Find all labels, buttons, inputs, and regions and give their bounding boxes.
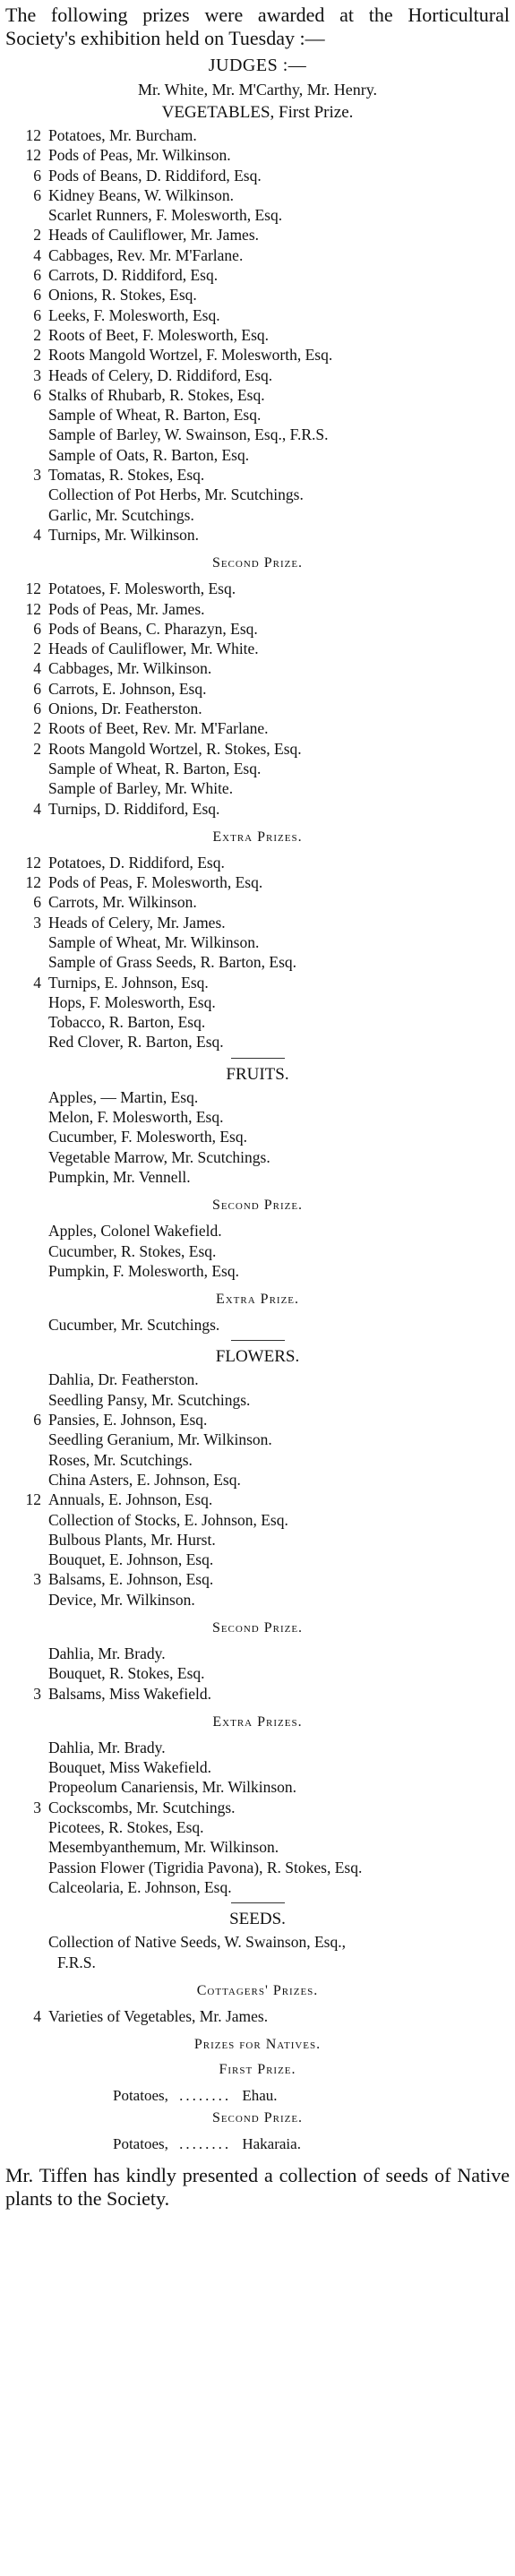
prize-entry-count <box>5 1221 48 1241</box>
prize-entry-count: 3 <box>33 365 41 384</box>
prize-entry <box>5 305 510 325</box>
prize-entry <box>5 405 510 425</box>
prize-entry-text: Pumpkin, Mr. Vennell. <box>48 1167 191 1186</box>
prize-entry-text: Device, Mr. Wilkinson. <box>48 1590 195 1609</box>
prize-entry-text: Hops, F. Molesworth, Esq. <box>48 992 216 1011</box>
prize-entry <box>5 1798 510 1817</box>
prize-entry <box>5 1410 510 1430</box>
prize-entry-count <box>5 1261 48 1281</box>
prize-entry-text: Annuals, E. Johnson, Esq. <box>48 1490 213 1509</box>
natives-first-name: Ehau. <box>242 2087 278 2105</box>
prize-entry <box>5 599 510 619</box>
natives-first-item: Potatoes, <box>113 2087 168 2105</box>
prize-entry <box>5 205 510 225</box>
prize-entry-text: Cucumber, R. Stokes, Esq. <box>48 1241 217 1260</box>
prize-entry-count: 6 <box>33 893 41 912</box>
prize-entry <box>5 1450 510 1470</box>
prize-entry-text: Potatoes, F. Molesworth, Esq. <box>48 580 236 598</box>
prize-entry-count <box>5 1127 48 1146</box>
prize-entry-count: 6 <box>33 286 41 305</box>
prize-entry <box>5 639 510 658</box>
flowers-second-prize-list <box>5 1644 510 1704</box>
prize-entry <box>5 125 510 145</box>
prize-entry <box>5 166 510 185</box>
prize-entry-count: 3 <box>33 466 41 485</box>
prize-entry-text: Collection of Pot Herbs, Mr. Scutchings. <box>48 485 304 504</box>
prize-entry <box>5 658 510 678</box>
prize-entry <box>5 505 510 525</box>
prize-entry <box>5 778 510 798</box>
prize-entry-text: Cucumber, F. Molesworth, Esq. <box>48 1128 247 1146</box>
prize-entry-count <box>5 1167 48 1187</box>
prize-entry-count <box>5 1087 48 1107</box>
prize-entry-count: 3 <box>33 1798 41 1816</box>
prize-entry-count: 2 <box>33 739 41 758</box>
prize-entry-count <box>5 1550 48 1569</box>
natives-second-heading: Second Prize. <box>211 2110 304 2126</box>
fruits-second-prize-list <box>5 1221 510 1281</box>
vegetables-heading: VEGETABLES, First Prize. <box>161 103 354 122</box>
prize-entry-count: 4 <box>33 799 41 818</box>
prize-entry <box>5 1470 510 1490</box>
prize-entry-count: 12 <box>25 126 41 144</box>
prize-entry-text: Onions, R. Stokes, Esq. <box>48 286 197 305</box>
prize-entry-text: Roots Mangold Wortzel, F. Molesworth, Esq. <box>48 346 333 365</box>
prize-entry-text: Pods of Peas, Mr. James. <box>48 599 205 618</box>
prize-entry-text: Picotees, R. Stokes, Esq. <box>48 1818 204 1837</box>
cottagers-heading: Cottagers' Prizes. <box>196 1982 319 1998</box>
prize-entry-text: Seedling Pansy, Mr. Scutchings. <box>48 1390 251 1409</box>
prize-entry <box>5 1107 510 1127</box>
prize-entry-count <box>5 1315 48 1335</box>
prize-entry-text: Cockscombs, Mr. Scutchings. <box>48 1798 236 1816</box>
prize-entry-count: 4 <box>33 973 41 992</box>
prize-entry-text: Heads of Cauliflower, Mr. James. <box>48 226 260 245</box>
fruits-first-prize-list <box>5 1087 510 1187</box>
prize-entry-count <box>5 1470 48 1490</box>
prize-entry-text: Pods of Beans, D. Riddiford, Esq. <box>48 166 262 185</box>
prize-entry-count: 2 <box>33 325 41 344</box>
prize-entry-text: Dahlia, Mr. Brady. <box>48 1738 166 1756</box>
prize-entry-count <box>5 1738 48 1757</box>
prize-entry <box>5 1663 510 1683</box>
prize-entry-count: 6 <box>33 700 41 718</box>
prize-entry <box>5 225 510 245</box>
prize-entry-count <box>5 1837 48 1857</box>
prize-entry-count: 3 <box>33 1684 41 1703</box>
natives-first-entry <box>5 2085 510 2107</box>
prize-entry-count <box>5 445 48 465</box>
prize-entry-count <box>5 205 48 225</box>
prize-entry-count: 2 <box>33 640 41 658</box>
prize-entry-count: 2 <box>33 719 41 738</box>
prize-entry <box>5 245 510 265</box>
prize-entry-count <box>5 1817 48 1837</box>
prize-entry-count <box>5 1510 48 1530</box>
prize-entry-text: Heads of Celery, Mr. James. <box>48 913 226 932</box>
prize-entry-count: 2 <box>33 226 41 245</box>
prize-entry <box>5 932 510 952</box>
prize-entry <box>5 1430 510 1449</box>
seeds-entry-text: Collection of Native Seeds, W. Swainson, Esq., <box>48 1933 346 1952</box>
prize-entry <box>5 185 510 205</box>
prize-entry-count <box>5 405 48 425</box>
prize-entry <box>5 1241 510 1261</box>
fruits-heading: FRUITS. <box>226 1064 289 1084</box>
prize-entry-text: Turnips, Mr. Wilkinson. <box>48 525 200 544</box>
cottagers-entry-text: Varieties of Vegetables, Mr. James. <box>48 2006 269 2025</box>
prize-entry-count: 6 <box>33 679 41 698</box>
prize-entry-text: Heads of Celery, D. Riddiford, Esq. <box>48 365 273 384</box>
prize-entry <box>5 1221 510 1241</box>
prize-entry-count: 12 <box>25 1490 41 1509</box>
natives-second-dots: ........ <box>179 2135 232 2153</box>
prize-entry <box>5 1032 510 1052</box>
natives-second-entry <box>5 2134 510 2155</box>
prize-entry-text: Heads of Cauliflower, Mr. White. <box>48 640 259 658</box>
prize-entry-count: 6 <box>33 619 41 638</box>
flowers-second-heading: Second Prize. <box>211 1620 304 1636</box>
prize-entry-text: Sample of Barley, Mr. White. <box>48 779 234 798</box>
prize-entry-count <box>5 932 48 952</box>
prize-entry <box>5 1877 510 1897</box>
prize-entry-text: Stalks of Rhubarb, R. Stokes, Esq. <box>48 385 265 404</box>
prize-entry <box>5 799 510 819</box>
prize-entry-text: Cabbages, Rev. Mr. M'Farlane. <box>48 245 244 264</box>
prize-entry-text: Propeolum Canariensis, Mr. Wilkinson. <box>48 1778 297 1797</box>
prize-entry <box>5 739 510 759</box>
prize-entry-count <box>5 1777 48 1797</box>
prize-entry-count: 4 <box>33 659 41 678</box>
prize-entry-count <box>5 505 48 525</box>
prize-entry-text: Turnips, D. Riddiford, Esq. <box>48 799 220 818</box>
prize-entry <box>5 1147 510 1167</box>
prize-entry-count: 12 <box>25 873 41 892</box>
prize-entry-count <box>5 1877 48 1897</box>
prize-entry <box>5 1858 510 1877</box>
prize-entry-count: 6 <box>33 305 41 324</box>
prize-entry-text: Tobacco, R. Barton, Esq. <box>48 1013 206 1032</box>
prize-entry-text: Melon, F. Molesworth, Esq. <box>48 1108 224 1127</box>
prize-entry-text: Pumpkin, F. Molesworth, Esq. <box>48 1261 239 1280</box>
prize-entry <box>5 445 510 465</box>
prize-entry <box>5 992 510 1012</box>
prize-entry-count <box>5 1390 48 1410</box>
prize-entry <box>5 619 510 639</box>
prize-entry <box>5 913 510 932</box>
prize-entry <box>5 385 510 405</box>
prize-entry-count <box>5 1530 48 1550</box>
prize-entry-count <box>5 1644 48 1663</box>
prize-entry-count: 6 <box>33 1411 41 1430</box>
prize-entry <box>5 1590 510 1610</box>
prize-entry <box>5 1315 510 1335</box>
prize-entry-text: Pods of Peas, Mr. Wilkinson. <box>48 146 231 165</box>
closing-paragraph: Mr. Tiffen has kindly presented a collection of seeds of Native plants to the Society. <box>5 2164 510 2211</box>
prize-entry <box>5 365 510 385</box>
prize-entry <box>5 1684 510 1704</box>
prize-entry-text: Roots of Beet, F. Molesworth, Esq. <box>48 325 270 344</box>
natives-second-item: Potatoes, <box>113 2135 168 2153</box>
prize-entry <box>5 285 510 305</box>
natives-second-name: Hakaraia. <box>242 2135 301 2153</box>
prize-entry <box>5 1757 510 1777</box>
prize-entry-text: Mesembyanthemum, Mr. Wilkinson. <box>48 1838 279 1857</box>
prize-entry-text: China Asters, E. Johnson, Esq. <box>48 1470 241 1489</box>
prize-entry-count <box>5 1032 48 1052</box>
prize-entry-text: Dahlia, Mr. Brady. <box>48 1644 166 1662</box>
prize-entry <box>5 1167 510 1187</box>
prize-entry-text: Sample of Wheat, R. Barton, Esq. <box>48 406 262 425</box>
prize-entry-text: Carrots, D. Riddiford, Esq. <box>48 266 219 285</box>
prize-entry-text: Cabbages, Mr. Wilkinson. <box>48 659 212 678</box>
prize-entry-text: Red Clover, R. Barton, Esq. <box>48 1033 224 1052</box>
prize-entry <box>5 1550 510 1569</box>
prize-entry <box>5 679 510 699</box>
prize-entry-count: 12 <box>25 853 41 872</box>
prize-entry <box>5 1390 510 1410</box>
prize-entry-count: 12 <box>25 580 41 598</box>
prize-entry-text: Pods of Peas, F. Molesworth, Esq. <box>48 873 263 892</box>
prize-entry <box>5 872 510 892</box>
prize-entry-text: Tomatas, R. Stokes, Esq. <box>48 466 205 485</box>
prize-entry-text: Potatoes, Mr. Burcham. <box>48 126 197 144</box>
prize-entry-text: Leeks, F. Molesworth, Esq. <box>48 305 220 324</box>
prize-entry-text: Scarlet Runners, F. Molesworth, Esq. <box>48 206 283 225</box>
fruits-extra-prize-list <box>5 1315 510 1335</box>
prize-entry-count: 2 <box>33 346 41 365</box>
vegetables-second-prize-list <box>5 579 510 819</box>
prize-entry-count: 6 <box>33 266 41 285</box>
prize-entry <box>5 1087 510 1107</box>
seeds-entry <box>5 1932 510 1952</box>
prize-entry-text: Passion Flower (Tigridia Pavona), R. Stokes, Esq. <box>48 1858 363 1876</box>
prize-entry-count <box>5 1757 48 1777</box>
prize-entry-text: Dahlia, Dr. Featherston. <box>48 1370 199 1389</box>
prize-entry-text: Sample of Barley, W. Swainson, Esq., F.R.S. <box>48 425 329 444</box>
prize-entry <box>5 425 510 444</box>
prize-entry-text: Balsams, E. Johnson, Esq. <box>48 1570 214 1589</box>
flowers-first-prize-list <box>5 1370 510 1610</box>
prize-entry-count <box>5 485 48 504</box>
prize-entry <box>5 1837 510 1857</box>
judges-names: Mr. White, Mr. M'Carthy, Mr. Henry. <box>137 81 378 99</box>
prize-entry-text: Roots of Beet, Rev. Mr. M'Farlane. <box>48 719 269 738</box>
prize-entry-count <box>5 952 48 972</box>
prize-entry-text: Bouquet, E. Johnson, Esq. <box>48 1550 214 1569</box>
prize-entry-text: Garlic, Mr. Scutchings. <box>48 505 194 524</box>
vegetables-first-prize-list <box>5 125 510 545</box>
prize-entry-text: Turnips, E. Johnson, Esq. <box>48 973 209 992</box>
prize-entry-count <box>5 1450 48 1470</box>
prize-entry <box>5 145 510 165</box>
vegetables-second-heading: Second Prize. <box>211 555 304 571</box>
prize-entry-text: Roses, Mr. Scutchings. <box>48 1450 193 1469</box>
prize-entry-count <box>5 1858 48 1877</box>
prize-entry <box>5 1738 510 1757</box>
prize-entry-text: Pansies, E. Johnson, Esq. <box>48 1411 208 1430</box>
prize-entry-count <box>5 1590 48 1610</box>
seeds-heading: SEEDS. <box>229 1910 286 1929</box>
prize-entry <box>5 1817 510 1837</box>
prize-entry-text: Balsams, Miss Wakefield. <box>48 1684 211 1703</box>
flowers-extra-heading: Extra Prizes. <box>212 1713 303 1730</box>
prize-entry-text: Kidney Beans, W. Wilkinson. <box>48 185 235 204</box>
prize-entry-text: Bulbous Plants, Mr. Hurst. <box>48 1530 216 1549</box>
prize-entry-text: Vegetable Marrow, Mr. Scutchings. <box>48 1147 270 1166</box>
section-divider <box>231 1340 285 1341</box>
prize-entry-count <box>5 778 48 798</box>
vegetables-extra-heading: Extra Prizes. <box>212 829 303 845</box>
prize-entry <box>5 973 510 992</box>
section-divider <box>231 1058 285 1059</box>
prize-entry <box>5 892 510 912</box>
prize-entry-count <box>5 992 48 1012</box>
prize-entry <box>5 1530 510 1550</box>
prize-entry-count: 6 <box>33 385 41 404</box>
prize-entry-count: 4 <box>33 525 41 544</box>
prize-entry <box>5 1261 510 1281</box>
prize-entry-count <box>5 1241 48 1261</box>
prize-entry-text: Sample of Wheat, Mr. Wilkinson. <box>48 932 260 951</box>
prize-entry-count <box>5 1370 48 1389</box>
prize-entry-text: Sample of Grass Seeds, R. Barton, Esq. <box>48 953 297 972</box>
prize-entry-text: Sample of Oats, R. Barton, Esq. <box>48 445 250 464</box>
prize-entry-text: Sample of Wheat, R. Barton, Esq. <box>48 759 262 777</box>
prize-entry-count: 3 <box>33 1570 41 1589</box>
prize-entry-text: Seedling Geranium, Mr. Wilkinson. <box>48 1430 272 1449</box>
vegetables-extra-prize-list <box>5 853 510 1052</box>
prize-entry-count <box>5 425 48 444</box>
prize-entry <box>5 1127 510 1146</box>
prize-entry-text: Pods of Beans, C. Pharazyn, Esq. <box>48 619 258 638</box>
cottagers-entry-count: 4 <box>33 2006 41 2025</box>
prize-entry <box>5 1777 510 1797</box>
prize-entry-count: 12 <box>25 599 41 618</box>
prize-entry-text: Bouquet, R. Stokes, Esq. <box>48 1664 205 1683</box>
prize-entry-text: Apples, Colonel Wakefield. <box>48 1222 222 1241</box>
prize-entry <box>5 265 510 285</box>
natives-heading: Prizes for Natives. <box>193 2037 322 2053</box>
prize-entry <box>5 1644 510 1663</box>
prize-entry-text: Bouquet, Miss Wakefield. <box>48 1758 211 1777</box>
prize-entry-count: 4 <box>33 245 41 264</box>
prize-entry-text: Calceolaria, E. Johnson, Esq. <box>48 1877 232 1896</box>
prize-entry <box>5 1510 510 1530</box>
cottagers-entry <box>5 2006 510 2026</box>
fruits-extra-heading: Extra Prize. <box>215 1292 300 1308</box>
judges-heading: JUDGES :— <box>208 56 307 75</box>
prize-entry-count: 6 <box>33 185 41 204</box>
prize-entry <box>5 1370 510 1389</box>
flowers-heading: FLOWERS. <box>215 1347 300 1367</box>
prize-entry <box>5 1012 510 1032</box>
seeds-entry-continuation: F.R.S. <box>57 1953 96 1971</box>
prize-entry <box>5 345 510 365</box>
prize-entry <box>5 759 510 778</box>
prize-entry <box>5 325 510 345</box>
prize-entry <box>5 699 510 718</box>
prize-entry-text: Carrots, Mr. Wilkinson. <box>48 893 197 912</box>
prize-entry <box>5 1569 510 1589</box>
prize-entry <box>5 485 510 504</box>
prize-entry-count <box>5 759 48 778</box>
prize-entry <box>5 525 510 545</box>
prize-entry-count <box>5 1012 48 1032</box>
prize-entry-count <box>5 1430 48 1449</box>
prize-entry-count <box>5 1663 48 1683</box>
prize-entry <box>5 853 510 872</box>
prize-entry-text: Collection of Stocks, E. Johnson, Esq. <box>48 1510 288 1529</box>
prize-entry-text: Apples, — Martin, Esq. <box>48 1087 199 1106</box>
prize-entry-text: Potatoes, D. Riddiford, Esq. <box>48 853 225 872</box>
prize-entry <box>5 1490 510 1509</box>
intro-paragraph: The following prizes were awarded at the Horticultural Society's exhibition held on Tuesday :— <box>5 4 510 49</box>
section-divider <box>231 1902 285 1903</box>
prize-entry <box>5 579 510 598</box>
prize-entry-text: Cucumber, Mr. Scutchings. <box>48 1316 220 1335</box>
prize-entry-count <box>5 1147 48 1167</box>
prize-entry <box>5 718 510 738</box>
prize-entry-text: Roots Mangold Wortzel, R. Stokes, Esq. <box>48 739 302 758</box>
natives-first-heading: First Prize. <box>219 2062 296 2078</box>
prize-entry-count: 3 <box>33 913 41 932</box>
prize-entry-count: 12 <box>25 146 41 165</box>
prize-entry <box>5 465 510 485</box>
natives-first-dots: ........ <box>179 2087 232 2105</box>
fruits-second-heading: Second Prize. <box>211 1198 304 1214</box>
prize-entry-count: 6 <box>33 166 41 185</box>
prize-entry-count <box>5 1107 48 1127</box>
prize-entry-text: Onions, Dr. Featherston. <box>48 700 202 718</box>
prize-entry <box>5 952 510 972</box>
prize-entry-text: Carrots, E. Johnson, Esq. <box>48 679 207 698</box>
flowers-extra-prize-list <box>5 1738 510 1897</box>
